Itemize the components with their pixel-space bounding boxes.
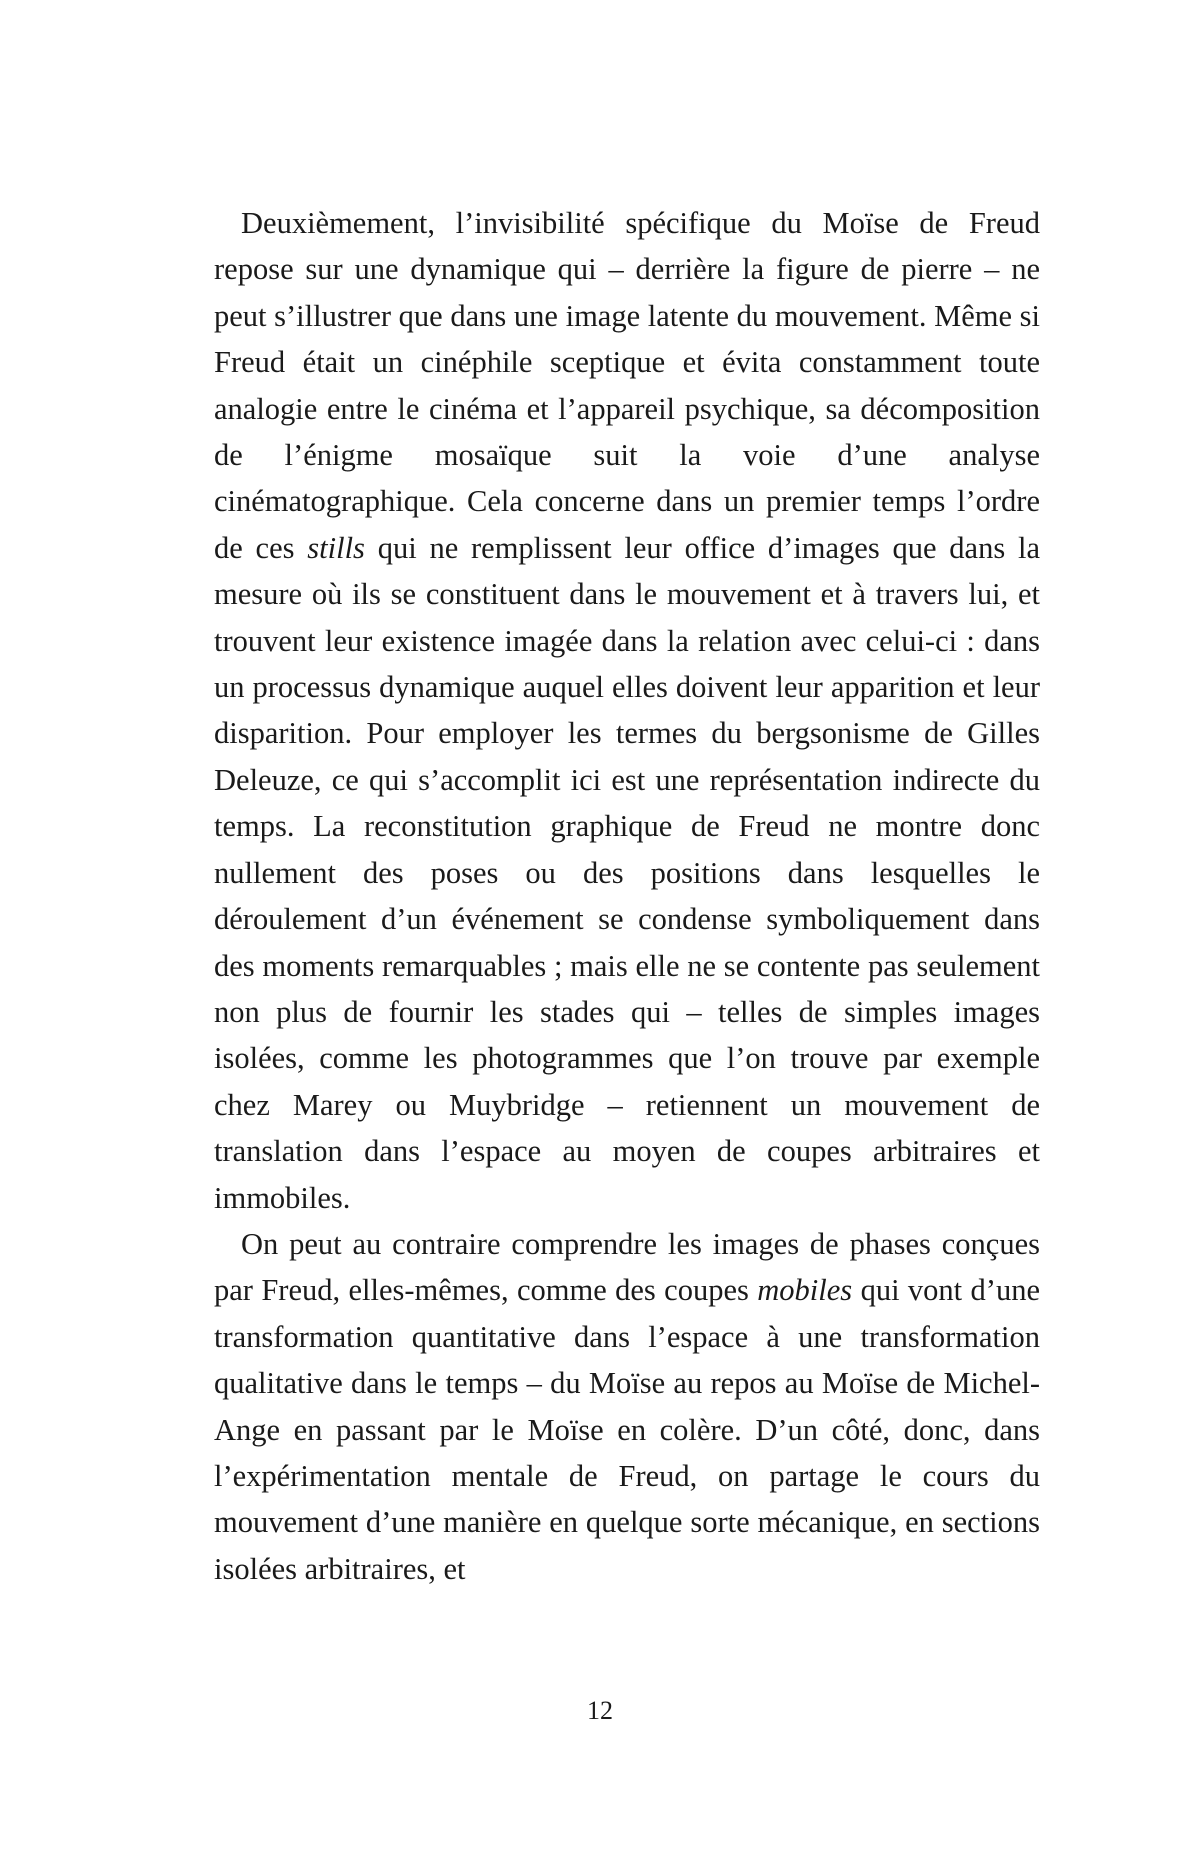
paragraph-2: [214, 1221, 1040, 1592]
body-text: [214, 200, 1040, 1592]
paragraph-1: [214, 200, 1040, 1221]
page-number: 12: [587, 1696, 613, 1725]
paragraph-1-text-start: Deuxièmement, l’invisibilité spécifique du Moïse de Freud repose sur une dynamique qui – derrière la figure de pierre – ne peut s’illustrer que dans une image latente du mouvement. Même si Freud était un cinéphile sceptique et évita constamment toute analogie entre le cinéma et l’appareil psychique, sa décomposition de l’énigme mosaïque suit la voie d’une analyse cinématographique. Cela concerne dans un premier temps l’ordre de ces: [214, 206, 1040, 565]
paragraph-2-text-start: On peut au contraire comprendre les images de phases conçues par Freud, elles-mêmes, comme des coupes: [214, 1226, 1040, 1308]
paragraph-2-emphasis-mobiles: mobiles: [757, 1273, 853, 1308]
paragraph-1-emphasis-stills: stills: [307, 530, 365, 565]
paragraph-2-text-end: qui vont d’une transformation quantitative dans l’espace à une transformation qualitative dans le temps – du Moïse au repos au Moïse de Michel-Ange en passant par le Moïse en colère. D’un côté, donc, dans l’expérimentation mentale de Freud, on partage le cours du mouvement d’une manière en quelque sorte mécanique, en sections isolées arbitraires, et: [214, 1273, 1040, 1586]
paragraph-1-text-end: qui ne remplissent leur office d’images que dans la mesure où ils se constituent dans le mouvement et à travers lui, et trouvent leur existence imagée dans la relation avec celui-ci : dans un processus dynamique auquel elles doivent leur apparition et leur disparition. Pour employer les termes du bergsonisme de Gilles Deleuze, ce qui s’accomplit ici est une représentation indirecte du temps. La reconstitution graphique de Freud ne montre donc nullement des poses ou des positions dans lesquelles le déroulement d’un événement se condense symboliquement dans des moments remarquables ; mais elle ne se contente pas seulement non plus de fournir les stades qui – telles de simples images isolées, comme les photogrammes que l’on trouve par exemple chez Marey ou Muybridge – retiennent un mouvement de translation dans l’espace au moyen de coupes arbitraires et immobiles.: [214, 530, 1040, 1215]
